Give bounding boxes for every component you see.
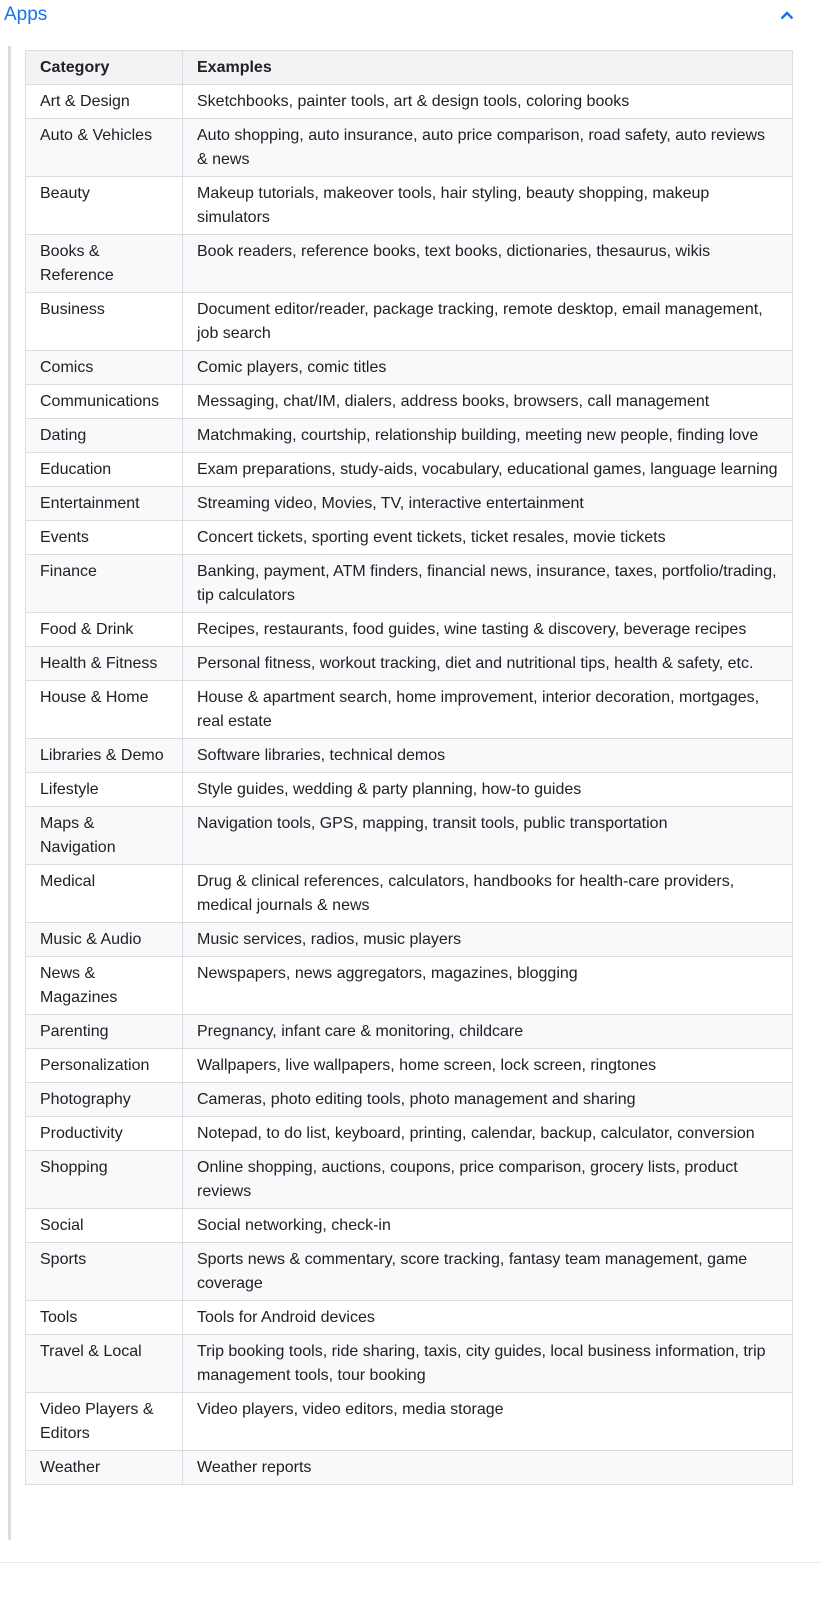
category-cell: Food & Drink [26,613,183,647]
examples-cell: Music services, radios, music players [183,923,793,957]
category-cell: Lifestyle [26,773,183,807]
category-cell: Maps & Navigation [26,807,183,865]
category-cell: Beauty [26,177,183,235]
category-cell: Video Players & Editors [26,1393,183,1451]
examples-cell: Banking, payment, ATM finders, financial news, insurance, taxes, portfolio/trading, tip calculators [183,555,793,613]
examples-cell: House & apartment search, home improvement, interior decoration, mortgages, real estate [183,681,793,739]
examples-cell: Pregnancy, infant care & monitoring, childcare [183,1015,793,1049]
table-row [26,1335,793,1393]
category-cell: News & Magazines [26,957,183,1015]
apps-section-header[interactable] [0,0,822,34]
examples-cell: Software libraries, technical demos [183,739,793,773]
examples-cell: Comic players, comic titles [183,351,793,385]
category-cell: Medical [26,865,183,923]
category-cell: Productivity [26,1117,183,1151]
section-divider [0,1562,822,1563]
category-cell: Comics [26,351,183,385]
examples-cell: Newspapers, news aggregators, magazines, blogging [183,957,793,1015]
examples-cell: Messaging, chat/IM, dialers, address books, browsers, call management [183,385,793,419]
category-cell: Finance [26,555,183,613]
app-categories-table [25,50,793,1485]
examples-cell: Wallpapers, live wallpapers, home screen, lock screen, ringtones [183,1049,793,1083]
table-row [26,555,793,613]
category-cell: Health & Fitness [26,647,183,681]
examples-cell: Makeup tutorials, makeover tools, hair styling, beauty shopping, makeup simulators [183,177,793,235]
table-row [26,1451,793,1485]
category-cell: House & Home [26,681,183,739]
examples-cell: Style guides, wedding & party planning, how-to guides [183,773,793,807]
table-row [26,681,793,739]
examples-cell: Sketchbooks, painter tools, art & design tools, coloring books [183,85,793,119]
table-row [26,1393,793,1451]
table-row [26,351,793,385]
category-cell: Business [26,293,183,351]
examples-cell: Video players, video editors, media storage [183,1393,793,1451]
section-left-rule [8,46,11,1540]
examples-cell: Book readers, reference books, text books, dictionaries, thesaurus, wikis [183,235,793,293]
category-cell: Shopping [26,1151,183,1209]
category-cell: Parenting [26,1015,183,1049]
examples-cell: Notepad, to do list, keyboard, printing, calendar, backup, calculator, conversion [183,1117,793,1151]
category-cell: Travel & Local [26,1335,183,1393]
table-row [26,773,793,807]
table-row [26,1151,793,1209]
table-row [26,293,793,351]
table-row [26,1049,793,1083]
category-cell: Photography [26,1083,183,1117]
examples-cell: Sports news & commentary, score tracking, fantasy team management, game coverage [183,1243,793,1301]
table-row [26,923,793,957]
examples-cell: Online shopping, auctions, coupons, price comparison, grocery lists, product reviews [183,1151,793,1209]
table-row [26,1243,793,1301]
table-row [26,807,793,865]
table-row [26,521,793,555]
category-cell: Education [26,453,183,487]
category-cell: Sports [26,1243,183,1301]
category-cell: Communications [26,385,183,419]
table-row [26,385,793,419]
table-row [26,487,793,521]
table-row [26,235,793,293]
examples-cell: Concert tickets, sporting event tickets, ticket resales, movie tickets [183,521,793,555]
table-row [26,453,793,487]
category-cell: Personalization [26,1049,183,1083]
table-row [26,1117,793,1151]
table-row [26,865,793,923]
category-cell: Libraries & Demo [26,739,183,773]
category-cell: Entertainment [26,487,183,521]
chevron-up-icon[interactable] [780,10,794,20]
table-row [26,85,793,119]
header-examples: Examples [183,51,793,85]
table-row [26,647,793,681]
header-category: Category [26,51,183,85]
table-row [26,1209,793,1243]
examples-cell: Matchmaking, courtship, relationship building, meeting new people, finding love [183,419,793,453]
category-cell: Social [26,1209,183,1243]
table-header-row [26,51,793,85]
table-row [26,119,793,177]
category-cell: Books & Reference [26,235,183,293]
examples-cell: Personal fitness, workout tracking, diet and nutritional tips, health & safety, etc. [183,647,793,681]
table-row [26,177,793,235]
table-row [26,739,793,773]
examples-cell: Tools for Android devices [183,1301,793,1335]
table-row [26,1083,793,1117]
category-cell: Events [26,521,183,555]
examples-cell: Streaming video, Movies, TV, interactive entertainment [183,487,793,521]
table-row [26,957,793,1015]
category-cell: Art & Design [26,85,183,119]
category-cell: Tools [26,1301,183,1335]
examples-cell: Drug & clinical references, calculators, handbooks for health-care providers, medical journals & news [183,865,793,923]
examples-cell: Document editor/reader, package tracking, remote desktop, email management, job search [183,293,793,351]
category-cell: Dating [26,419,183,453]
examples-cell: Social networking, check-in [183,1209,793,1243]
examples-cell: Recipes, restaurants, food guides, wine tasting & discovery, beverage recipes [183,613,793,647]
examples-cell: Cameras, photo editing tools, photo management and sharing [183,1083,793,1117]
table-row [26,613,793,647]
category-cell: Weather [26,1451,183,1485]
section-title[interactable]: Apps [4,4,48,25]
examples-cell: Weather reports [183,1451,793,1485]
examples-cell: Trip booking tools, ride sharing, taxis, city guides, local business information, trip management tools, tour booking [183,1335,793,1393]
category-cell: Auto & Vehicles [26,119,183,177]
table-row [26,1015,793,1049]
table-row [26,1301,793,1335]
examples-cell: Exam preparations, study-aids, vocabulary, educational games, language learning [183,453,793,487]
examples-cell: Auto shopping, auto insurance, auto price comparison, road safety, auto reviews & news [183,119,793,177]
table-row [26,419,793,453]
examples-cell: Navigation tools, GPS, mapping, transit tools, public transportation [183,807,793,865]
category-cell: Music & Audio [26,923,183,957]
